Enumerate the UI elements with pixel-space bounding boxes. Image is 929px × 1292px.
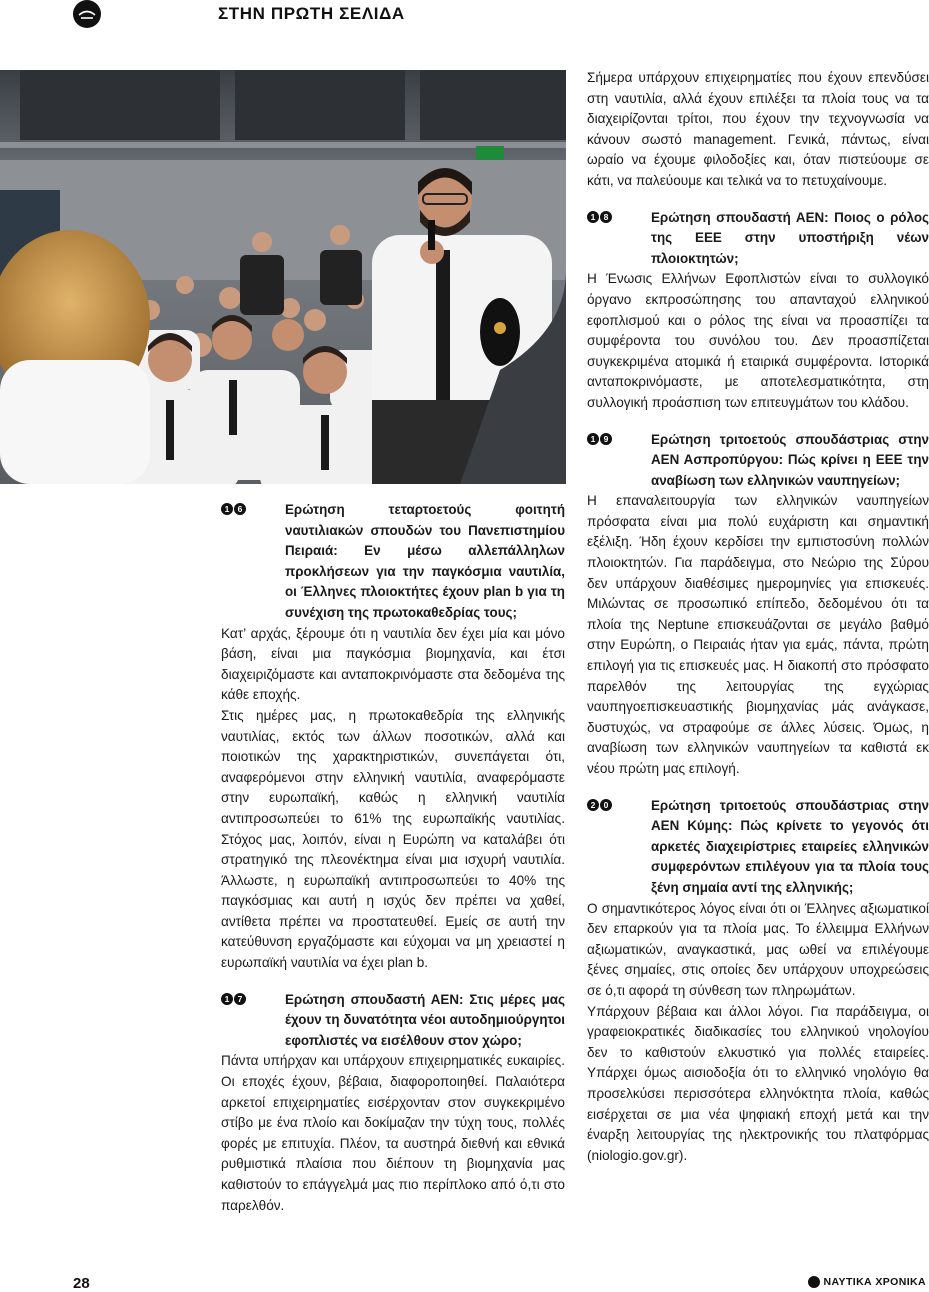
answer-paragraph: Κατ’ αρχάς, ξέρουμε ότι η ναυτιλία δεν έχει μία και μόνο βάση, είναι μια παγκόσμια βιομηχανία, και έτσι διαχειριζόμαστε και ανταποκρινόμαστε στα δεδομένα της κάθε εποχής. [221,625,565,703]
answer-paragraph: Στις ημέρες μας, η πρωτοκαθεδρία της ελληνικής ναυτιλίας, εκτός των άλλων ποσοτικών, αλλά και ποιοτικών της χαρακτηριστικών, συνεπάγεται ότι, αναφερόμενοι στην ελληνική ναυτιλία, αναφερόμαστε στην ευρωπαϊκή, καθώς η ελληνική ναυτιλία αντιπροσωπεύει το 61% της ευρωπαϊκής ναυτιλίας. Στόχος μας, λοιπόν, είναι η Ευρώπη να καταλάβει ότι στρατηγικό της πλεονέκτημα είναι μια ισχυρή ναυτιλία. Άλλωστε, η ευρωπαϊκή αντιπροσωπεύει το 40% της παγκόσμιας και αυτή η ισχύς δεν πρέπει να χαθεί, αντίθετα πρέπει να προστατευθεί. Εμείς σε αυτή την κατεύθυνση εργαζόμαστε και εύχομαι να μη χρειαστεί η ευρωπαϊκή ναυτιλία να έχει plan b. [221,707,565,971]
brand-name: ΝΑΥΤΙΚΑ ΧΡΟΝΙΚΑ [823,1276,926,1288]
event-photo [0,70,566,484]
answer-paragraph: Υπάρχουν βέβαια και άλλοι λόγοι. Για παράδειγμα, οι γραφειοκρατικές διαδικασίες του ελληνικού νηολογίου δεν το καθιστούν ελκυστικό για πολλές εταιρείες. Υπάρχει όμως αισιοδοξία ότι το ελληνικό νηολόγιο θα προσελκύσει περισσότερα ελληνόκτητα πλοία, καθώς εισέρχεται σε μια νέα ψηφιακή εποχή μετά και την έναρξη λειτουργίας της ηλεκτρονικής του πλατφόρμας (niologio.gov.gr). [587,1003,929,1163]
question-number-badge: 1 6 [221,503,246,515]
question-16 [221,500,565,624]
question-19 [587,430,929,492]
question-text: Ερώτηση σπουδαστή ΑΕΝ: Στις μέρες μας έχουν τη δυνατότητα νέοι αυτοδημιούργητοι εφοπλιστές να εισέλθουν στον χώρο; [285,991,565,1048]
page-number: 28 [73,1275,90,1292]
answer-paragraph: Η Ένωσις Ελλήνων Εφοπλιστών είναι το συλλογικό όργανο εκπροσώπησης του απανταχού ελληνικού εφοπλισμού και ο ρόλος της είναι να προασπίζει τα συμφέροντα του συνόλου του. Δεν προασπίζεται συγκεκριμένα ατομικά ή εταιρικά συμφέροντα. Ιστορικά ανταποκρινόμαστε, με αποτελεσματικότητα, στη συλλογική προάσπιση των επιτευγμάτων του κλάδου. [587,271,929,410]
question-number-badge: 1 7 [221,993,246,1005]
brand-logo-icon [808,1276,820,1288]
section-title: ΣΤΗΝ ΠΡΩΤΗ ΣΕΛΙΔΑ [218,4,405,23]
question-text: Ερώτηση τριτοετούς σπουδάστριας στην ΑΕΝ Ασπροπύργου: Πώς κρίνει η ΕΕΕ την αναβίωση των ελληνικών ναυπηγείων; [651,431,929,488]
footer-brand [808,1276,926,1288]
right-column [587,68,929,1166]
answer-paragraph: Ο σημαντικότερος λόγος είναι ότι οι Έλληνες αξιωματικοί δεν επαρκούν για τα πλοία μας. Το έλλειμμα Ελλήνων αξιωματικών, αναγκαστικά, μας ωθεί να επιλέγουμε ξένες σημαίες, στις οποίες δεν υπάρχουν υποχρεώσεις σε ό,τι αφορά τη σύνθεση των πληρωμάτων. [587,900,929,998]
magazine-logo-icon [73,0,101,28]
question-text: Ερώτηση τριτοετούς σπουδάστριας στην ΑΕΝ Κύμης: Πώς κρίνετε το γεγονός ότι αρκετές διαχειρίστριες εταιρείες ελληνικών συμφερόντων επιλέγουν για τα πλοία τους ξένη σημαία αντί της ελληνικής; [651,797,929,895]
answer-paragraph: Πάντα υπήρχαν και υπάρχουν επιχειρηματικές ευκαιρίες. Οι εποχές έχουν, βέβαια, διαφοροποιηθεί. Παλαιότερα αρκετοί επιχειρηματίες εισέρχονταν στον συγκεκριμένο στίβο με ένα πλοίο και δοκίμαζαν την τύχη τους, πολλές φορές με επιτυχία. Πλέον, τα αυστηρά διεθνή και εθνικά ρυθμιστικά πλαίσια που διέπουν τη βιομηχανία μας καθιστούν το επάγγελμά μας πιο περίπλοκο από ό,τι στο παρελθόν. [221,1053,565,1213]
answer-paragraph: Η επαναλειτουργία των ελληνικών ναυπηγείων πρόσφατα είναι μια πολύ ευχάριστη και σημαντική εξέλιξη. Ήδη έχουν κερδίσει την εμπιστοσύνη πολλών πλοιοκτητών. Για παράδειγμα, στο Νεώριο της Σύρου δεν υπάρχουν διαθέσιμες ημερομηνίες για επισκευές. Μιλώντας σε προσωπικό επίπεδο, δεδομένου ότι τα πλοία της Neptune επισκευάζονται σε μεγάλο βαθμό στην Ευρώπη, ο Πειραιάς ήταν για εμάς, πάντα, πρώτη επιλογή για τις επισκευές μας. Η διακοπή στο πρόσφατο παρελθόν της λειτουργίας της εγχώριας ναυπηγοεπισκευαστικής βιομηχανίας μάς ανάγκασε, δυστυχώς, να στραφούμε σε άλλες λύσεις. Όμως, η αναβίωση των ελληνικών ναυπηγείων τα καθιστά εκ νέου πρώτη μας επιλογή. [587,493,929,776]
question-text: Ερώτηση σπουδαστή ΑΕΝ: Ποιος ο ρόλος της ΕΕΕ στην υποστήριξη νέων πλοιοκτητών; [651,209,929,266]
left-column [221,500,565,1216]
question-17 [221,990,565,1052]
question-number-badge: 2 0 [587,799,612,811]
question-number-badge: 1 9 [587,433,612,445]
question-text: Ερώτηση τεταρτοετούς φοιτητή ναυτιλιακών σπουδών του Πανεπιστημίου Πειραιά: Εν μέσω αλλεπάλληλων προκλήσεων για την παγκόσμια ναυτιλία, οι Έλληνες πλοιοκτήτες έχουν plan b για τη συνέχιση της πρωτοκαθεδρίας τους; [285,502,565,620]
question-number-badge: 1 8 [587,211,612,223]
question-18 [587,208,929,270]
question-20 [587,796,929,899]
intro-paragraph: Σήμερα υπάρχουν επιχειρηματίες που έχουν επενδύσει στη ναυτιλία, αλλά έχουν επιλέξει τα πλοία τους να τα διαχειρίζονται τρίτοι, που έχουν την τεχνογνωσία να κάνουν σωστό management. Γενικά, πάντως, είναι ωραίο να έχουμε φιλοδοξίες και, όταν πιστεύουμε σε κάτι, να παλεύουμε και τελικά να το πετυχαίνουμε. [587,70,929,188]
